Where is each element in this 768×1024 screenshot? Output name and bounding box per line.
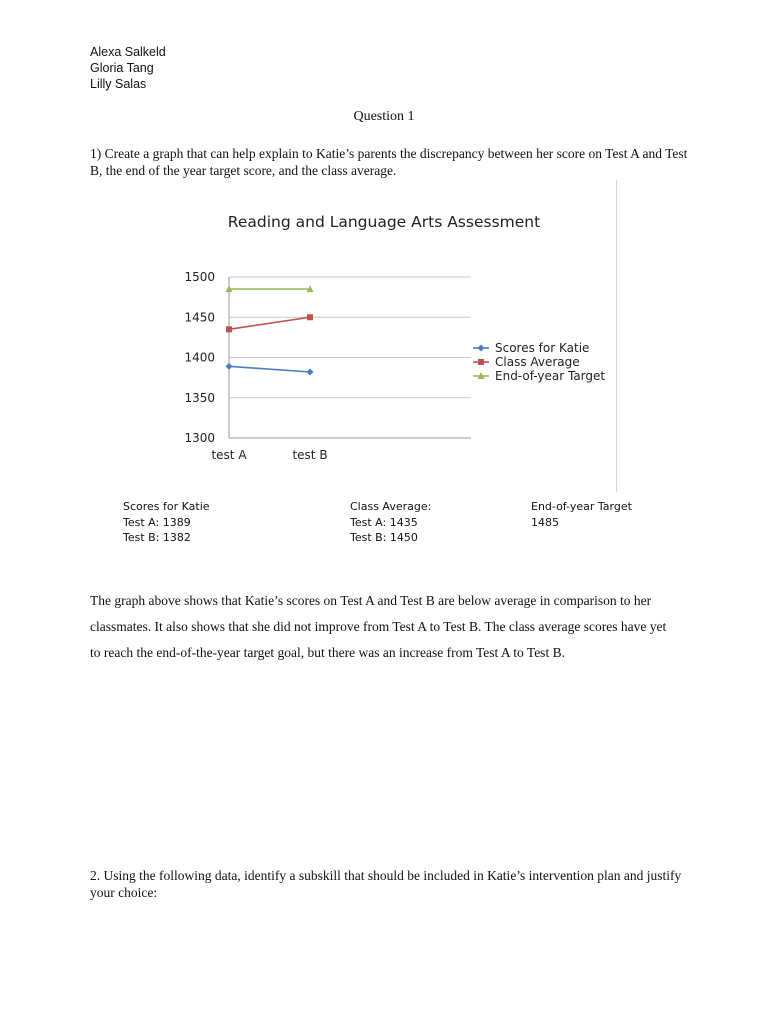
data-point [307, 314, 313, 320]
chart-x-ticks [211, 448, 327, 462]
series-end-of-year-target [226, 285, 314, 292]
analysis-paragraph: The graph above shows that Katie’s scores on Test A and Test B are below average in comparison to her classmates. It also shows that she did not improve from Test A to Test B. The class average scores have yet to reach the end-of-the-year target goal, but there was an increase from Test A to Test B. [90, 593, 667, 660]
y-tick-label: 1450 [184, 310, 215, 325]
summary-heading: Scores for Katie [123, 500, 210, 513]
legend-label: End-of-year Target [495, 369, 606, 383]
series-line [229, 317, 310, 329]
data-point [478, 359, 484, 365]
author-name: Alexa Salkeld [90, 45, 166, 59]
summary-value: Test A: 1389 [123, 515, 191, 529]
legend-item [473, 369, 605, 383]
data-point [478, 345, 485, 352]
chart-legend [473, 341, 605, 383]
y-tick-label: 1350 [184, 390, 215, 405]
y-tick-label: 1400 [184, 350, 215, 365]
summary-heading: End-of-year Target [531, 500, 632, 513]
y-tick-label: 1500 [184, 270, 215, 284]
y-tick-label: 1300 [184, 431, 215, 445]
x-tick-label: test B [292, 448, 328, 462]
legend-label: Scores for Katie [495, 341, 590, 355]
summary-value: Test A: 1435 [350, 515, 418, 529]
summary-value: 1485 [531, 515, 559, 529]
data-point [226, 363, 233, 370]
summary-katie [123, 499, 210, 546]
question1-prompt: 1) Create a graph that can help explain to Katie’s parents the discrepancy between her score on Test A and Test B, the end of the year target score, and the class average. [90, 146, 688, 178]
series-line [229, 366, 310, 372]
chart-gridlines [229, 277, 471, 438]
question2-prompt: 2. Using the following data, identify a subskill that should be included in Katie’s intervention plan and justify your choice: [90, 868, 682, 900]
line-chart [0, 0, 768, 500]
data-point [307, 368, 314, 375]
author-name: Gloria Tang [90, 61, 154, 75]
summary-value: Test B: 1382 [123, 531, 191, 544]
chart-y-ticks [184, 270, 215, 445]
summary-target [531, 499, 632, 530]
legend-item [473, 355, 580, 369]
x-tick-label: test A [211, 448, 247, 462]
author-name: Lilly Salas [90, 77, 147, 91]
series-scores-for-katie [226, 363, 314, 376]
question-title: Question 1 [353, 109, 415, 124]
summary-value: Test B: 1450 [350, 531, 418, 544]
summary-class-average [350, 499, 431, 546]
chart-title: Reading and Language Arts Assessment [227, 213, 541, 231]
summary-heading: Class Average: [350, 500, 432, 513]
data-point [226, 326, 232, 332]
legend-item [473, 341, 589, 355]
chart-series [226, 285, 314, 375]
legend-label: Class Average [495, 355, 580, 369]
